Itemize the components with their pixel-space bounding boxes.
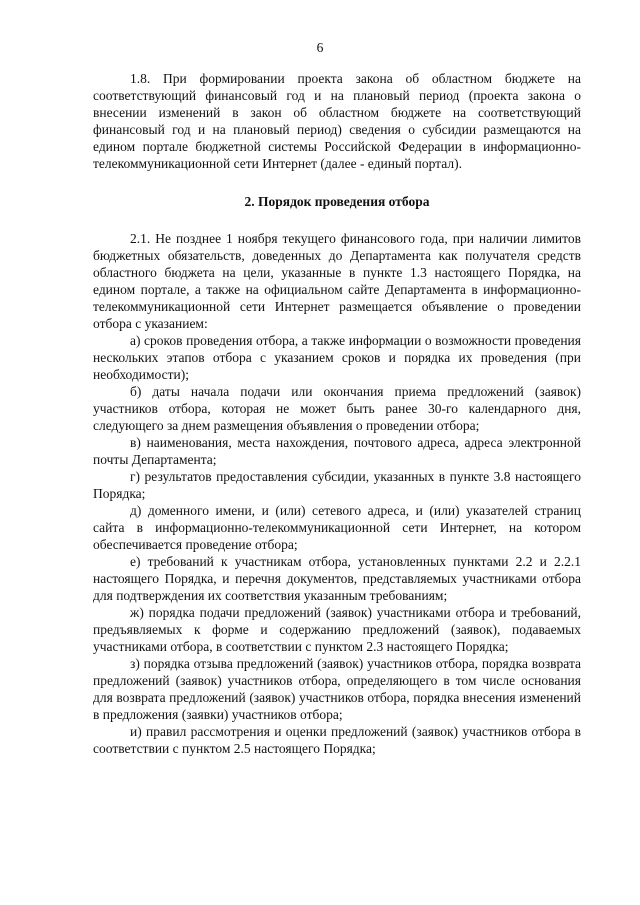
list-item: е) требований к участникам отбора, установленных пунктами 2.2 и 2.2.1 настоящего Порядка, и перечня документов, представляемых участниками отбора для подтверждения их соответствия указанным требованиям;	[93, 554, 581, 603]
list-item: и) правил рассмотрения и оценки предложений (заявок) участников отбора в соответствии с пунктом 2.5 настоящего Порядка;	[93, 724, 581, 756]
list-item: д) доменного имени, и (или) сетевого адреса, и (или) указателей страниц сайта в информационно-телекоммуникационной сети Интернет, на котором обеспечивается проведение отбора;	[93, 503, 581, 552]
page-number: 6	[316, 40, 324, 55]
section-heading: 2. Порядок проведения отбора	[244, 194, 430, 209]
list-item: в) наименования, места нахождения, почтового адреса, адреса электронной почты Департамента;	[93, 435, 581, 467]
document-body	[93, 70, 581, 757]
list-item: б) даты начала подачи или окончания приема предложений (заявок) участников отбора, которая не может быть ранее 30-го календарного дня, следующего за днем размещения объявления о проведении отбора;	[93, 384, 581, 433]
paragraph-2-1: 2.1. Не позднее 1 ноября текущего финансового года, при наличии лимитов бюджетных обязательств, доведенных до Департамента как получателя средств областного бюджета на цели, указанные в пункте 1.3 настоящего Порядка, на едином портале, а также на официальном сайте Департамента в информационно-телекоммуникационной сети Интернет размещается объявление о проведении отбора с указанием:	[93, 231, 581, 331]
list-item: г) результатов предоставления субсидии, указанных в пункте 3.8 настоящего Порядка;	[93, 469, 581, 501]
list-item: ж) порядка подачи предложений (заявок) участниками отбора и требований, предъявляемых к форме и содержанию предложений (заявок), подаваемых участниками отбора, в соответствии с пунктом 2.3 настоящего Порядка;	[93, 605, 581, 654]
paragraph-1-8: 1.8. При формировании проекта закона об областном бюджете на соответствующий финансовый год и на плановый период (проекта закона о внесении изменений в закон об областном бюджете на соответствующий финансовый год и на плановый период) сведения о субсидии размещаются на едином портале бюджетной системы Российской Федерации в информационно-телекоммуникационной сети Интернет (далее - единый портал).	[93, 71, 581, 171]
list-item: а) сроков проведения отбора, а также информации о возможности проведения нескольких этапов отбора с указанием сроков и порядка их проведения (при необходимости);	[93, 333, 581, 382]
list-item: з) порядка отзыва предложений (заявок) участников отбора, порядка возврата предложений (заявок) участников отбора, определяющего в том числе основания для возврата предложений (заявок) участников отбора, порядка внесения изменений в предложения (заявки) участников отбора;	[93, 656, 581, 722]
announcement-items-list	[93, 332, 581, 757]
